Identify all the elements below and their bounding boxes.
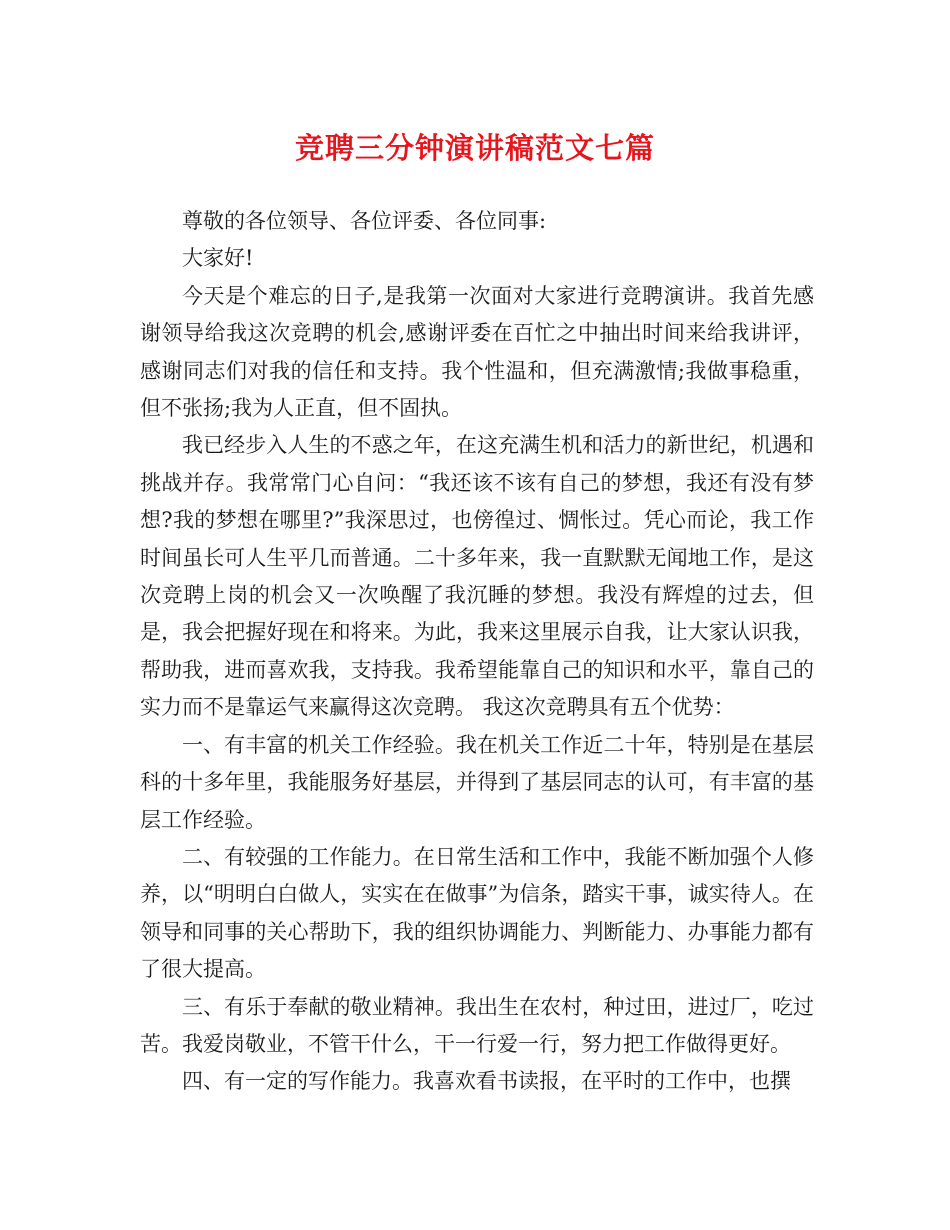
salutation-paragraph: 尊敬的各位领导、各位评委、各位同事: bbox=[182, 209, 547, 233]
body-paragraph: 一、有丰富的机关工作经验。我在机关工作近二十年，特别是在基层科的十多年里，我能服务好基层，并得到了基层同志的认可，有丰富的基层工作经验。 bbox=[140, 732, 814, 832]
greeting-paragraph: 大家好! bbox=[182, 246, 254, 271]
body-paragraph: 二、有较强的工作能力。在日常生活和工作中，我能不断加强个人修养，以“明明白白做人，实实在在做事”为信条，踏实干事，诚实待人。在领导和同事的关心帮助下，我的组织协调能力、判断能力、办事能力都有了很大提高。 bbox=[140, 844, 814, 982]
document-title: 竞聘三分钟演讲稿范文七篇 bbox=[294, 131, 655, 165]
body-paragraph: 我已经步入人生的不惑之年，在这充满生机和活力的新世纪，机遇和挑战并存。我常常门心自问：“我还该不该有自己的梦想，我还有没有梦想?我的梦想在哪里?”我深思过，也傍徨过、惆怅过。凭心而论，我工作时间虽长可人生平几而普通。二十多年来，我一直默默无闻地工作，是这次竞聘上岗的机会又一次唤醒了我沉睡的梦想。我没有辉煌的过去，但是，我会把握好现在和将来。为此，我来这里展示自我，让大家认识我，帮助我，进而喜欢我，支持我。我希望能靠自己的知识和水平，靠自己的实力而不是靠运气来赢得这次竞聘。 我这次竞聘具有五个优势： bbox=[140, 433, 814, 720]
body-paragraph: 四、有一定的写作能力。我喜欢看书读报，在平时的工作中，也撰 bbox=[182, 1069, 791, 1094]
body-paragraph: 今天是个难忘的日子,是我第一次面对大家进行竞聘演讲。我首先感谢领导给我这次竞聘的机会,感谢评委在百忙之中抽出时间来给我讲评，感谢同志们对我的信任和支持。我个性温和，但充满激情;我做事稳重，但不张扬;我为人正直，但不固执。 bbox=[140, 283, 814, 421]
document-body bbox=[140, 203, 814, 1101]
body-paragraph: 三、有乐于奉献的敬业精神。我出生在农村，种过田，进过厂，吃过苦。我爱岗敬业，不管干什么，干一行爱一行，努力把工作做得更好。 bbox=[140, 994, 814, 1056]
